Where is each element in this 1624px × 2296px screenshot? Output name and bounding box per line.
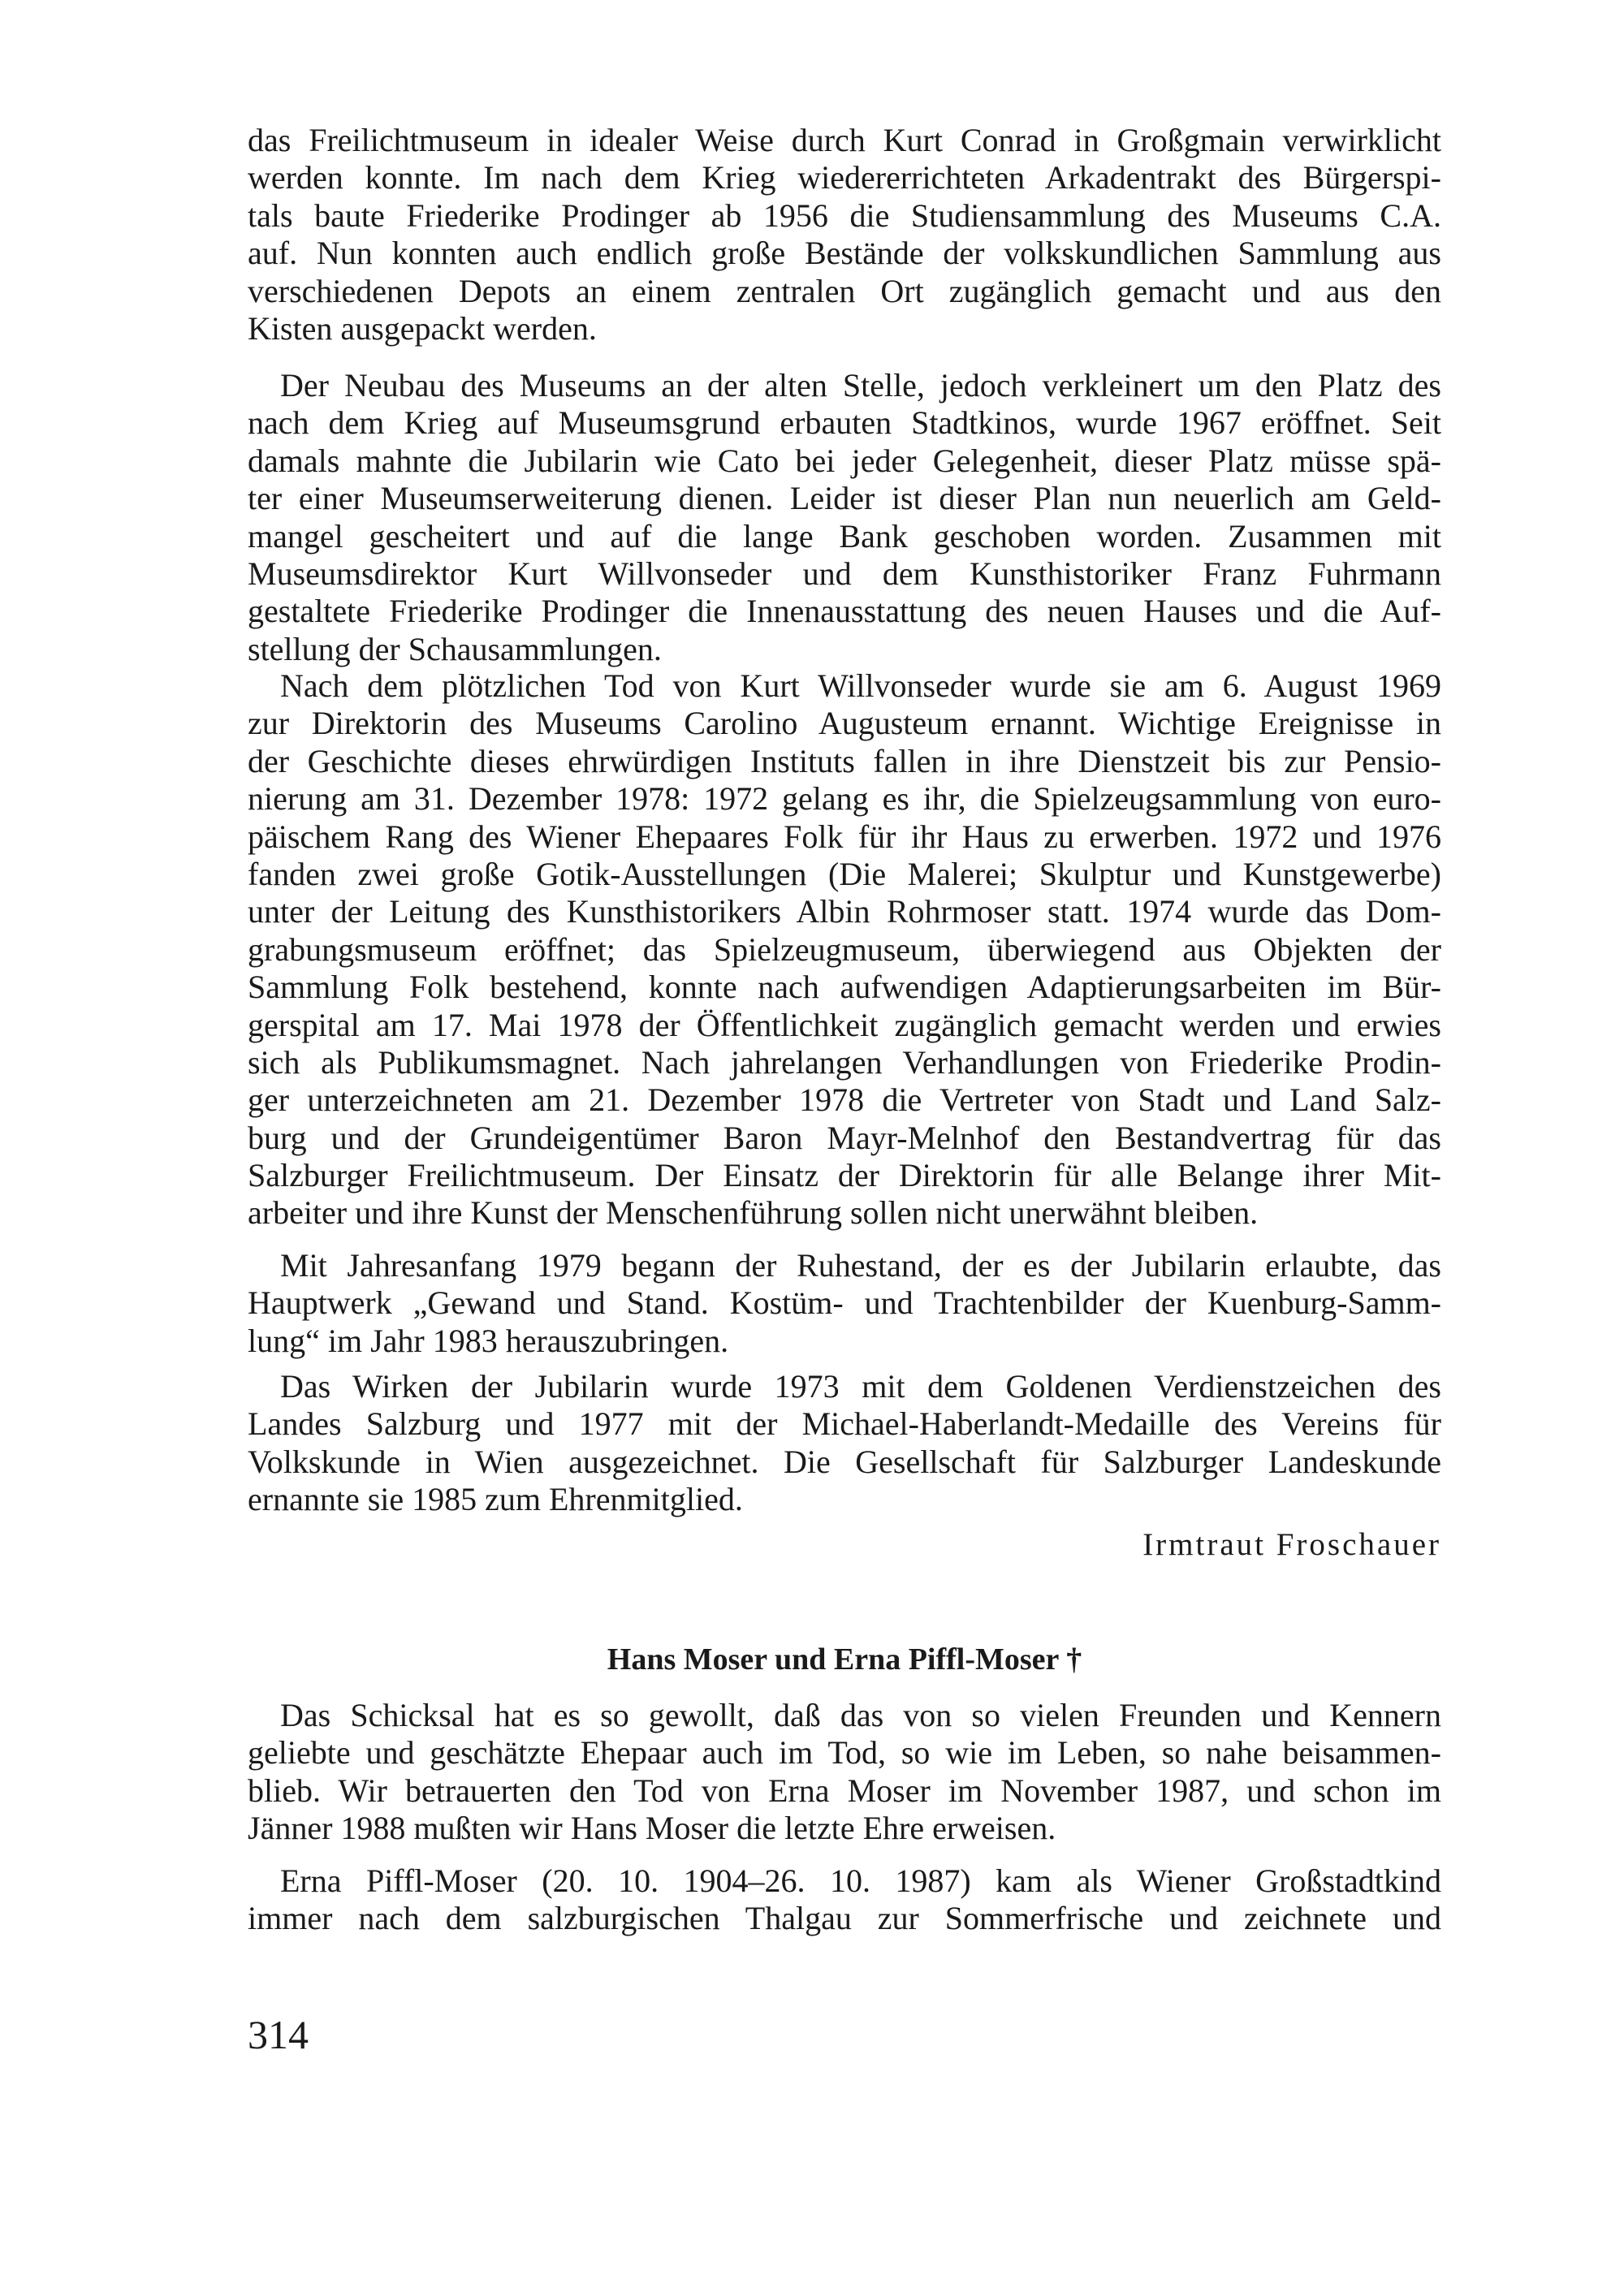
section-heading: Hans Moser und Erna Piffl-Moser †: [607, 1642, 1082, 1677]
text-line: unter der Leitung des Kunsthistorikers Albin Rohrmoser statt. 1974 wurde das Dom-: [248, 893, 1441, 930]
text-line: stellung der Schausammlungen.: [248, 630, 662, 667]
text-line: nach dem Krieg auf Museumsgrund erbauten Stadtkinos, wurde 1967 eröffnet. Seit: [248, 404, 1441, 442]
text-line: verschiedenen Depots an einem zentralen Ort zugänglich gemacht und aus den: [248, 272, 1441, 309]
paragraph: [248, 667, 1441, 1232]
text-line: auf. Nun konnten auch endlich große Bestände der volkskundlichen Sammlung aus: [248, 235, 1441, 272]
text-line: grabungsmuseum eröffnet; das Spielzeugmuseum, überwiegend aus Objekten der: [248, 930, 1441, 968]
text-line: werden konnte. Im nach dem Krieg wiedererrichteten Arkadentrakt des Bürgerspi-: [248, 159, 1441, 196]
text-line: Das Schicksal hat es so gewollt, daß das von so vielen Freunden und Kennern: [280, 1697, 1441, 1733]
text-line: fanden zwei große Gotik-Ausstellungen (Die Malerei; Skulptur und Kunstgewerbe): [248, 855, 1441, 892]
text-line: ter einer Museumserweiterung dienen. Leider ist dieser Plan nun neuerlich am Geld-: [248, 480, 1441, 517]
paragraph: [248, 367, 1441, 668]
text-line: tals baute Friederike Prodinger ab 1956 die Studiensammlung des Museums C.A.: [248, 196, 1441, 234]
text-line: geliebte und geschätzte Ehepaar auch im Tod, so wie im Leben, so nahe beisammen-: [248, 1734, 1441, 1772]
paragraph: [248, 1697, 1441, 1848]
text-line: nierung am 31. Dezember 1978: 1972 gelang es ihr, die Spielzeugsammlung von euro-: [248, 780, 1441, 818]
text-line: gestaltete Friederike Prodinger die Innenausstattung des neuen Hauses und die Auf-: [248, 593, 1441, 630]
text-line: Salzburger Freilichtmuseum. Der Einsatz der Direktorin für alle Belange ihrer Mit-: [248, 1157, 1441, 1194]
paragraph: [248, 1368, 1441, 1519]
text-line: Hauptwerk „Gewand und Stand. Kostüm- und Trachtenbilder der Kuenburg-Samm-: [248, 1284, 1441, 1322]
text-line: blieb. Wir betrauerten den Tod von Erna Moser im November 1987, und schon im: [248, 1772, 1441, 1809]
text-line: Erna Piffl-Moser (20. 10. 1904–26. 10. 1987) kam als Wiener Großstadtkind: [280, 1862, 1441, 1899]
text-line: Das Wirken der Jubilarin wurde 1973 mit dem Goldenen Verdienstzeichen des: [280, 1368, 1441, 1405]
paragraph: [248, 1862, 1441, 1938]
text-line: Volkskunde in Wien ausgezeichnet. Die Gesellschaft für Salzburger Landeskunde: [248, 1443, 1441, 1480]
text-line: lung“ im Jahr 1983 herauszubringen.: [248, 1322, 729, 1359]
text-line: gerspital am 17. Mai 1978 der Öffentlichkeit zugänglich gemacht werden und erwies: [248, 1006, 1441, 1043]
text-line: mangel gescheitert und auf die lange Bank geschoben worden. Zusammen mit: [248, 517, 1441, 555]
page-number: 314: [248, 2012, 309, 2057]
text-line: sich als Publikumsmagnet. Nach jahrelangen Verhandlungen von Friederike Prodin-: [248, 1043, 1441, 1081]
author-signature: Irmtraut Froschauer: [1142, 1527, 1441, 1562]
text-line: Mit Jahresanfang 1979 begann der Ruhestand, der es der Jubilarin erlaubte, das: [280, 1247, 1441, 1284]
text-line: ernannte sie 1985 zum Ehrenmitglied.: [248, 1481, 743, 1518]
text-line: Sammlung Folk bestehend, konnte nach aufwendigen Adaptierungsarbeiten im Bür-: [248, 969, 1441, 1006]
text-line: damals mahnte die Jubilarin wie Cato bei jeder Gelegenheit, dieser Platz müsse spä-: [248, 442, 1441, 479]
paragraph: [248, 1247, 1441, 1360]
text-line: Landes Salzburg und 1977 mit der Michael-Haberlandt-Medaille des Vereins für: [248, 1405, 1441, 1443]
text-line: burg und der Grundeigentümer Baron Mayr-Melnhof den Bestandvertrag für das: [248, 1119, 1441, 1156]
text-line: arbeiter und ihre Kunst der Menschenführung sollen nicht unerwähnt bleiben.: [248, 1194, 1259, 1232]
text-line: der Geschichte dieses ehrwürdigen Instituts fallen in ihre Dienstzeit bis zur Pensio-: [248, 742, 1441, 779]
text-line: Nach dem plötzlichen Tod von Kurt Willvonseder wurde sie am 6. August 1969: [280, 667, 1441, 704]
text-line: ger unterzeichneten am 21. Dezember 1978 die Vertreter von Stadt und Land Salz-: [248, 1081, 1441, 1119]
text-line: Jänner 1988 mußten wir Hans Moser die letzte Ehre erweisen.: [248, 1810, 1056, 1847]
text-line: päischem Rang des Wiener Ehepaares Folk für ihr Haus zu erwerben. 1972 und 1976: [248, 818, 1441, 855]
text-line: das Freilichtmuseum in idealer Weise durch Kurt Conrad in Großgmain verwirklicht: [248, 122, 1441, 158]
text-line: Kisten ausgepackt werden.: [248, 309, 597, 347]
text-line: Der Neubau des Museums an der alten Stelle, jedoch verkleinert um den Platz des: [280, 367, 1441, 404]
text-line: Museumsdirektor Kurt Willvonseder und dem Kunsthistoriker Franz Fuhrmann: [248, 555, 1441, 592]
paragraph: [248, 122, 1441, 347]
text-line: immer nach dem salzburgischen Thalgau zur Sommerfrische und zeichnete und: [248, 1900, 1441, 1937]
text-line: zur Direktorin des Museums Carolino Augusteum ernannt. Wichtige Ereignisse in: [248, 705, 1441, 742]
